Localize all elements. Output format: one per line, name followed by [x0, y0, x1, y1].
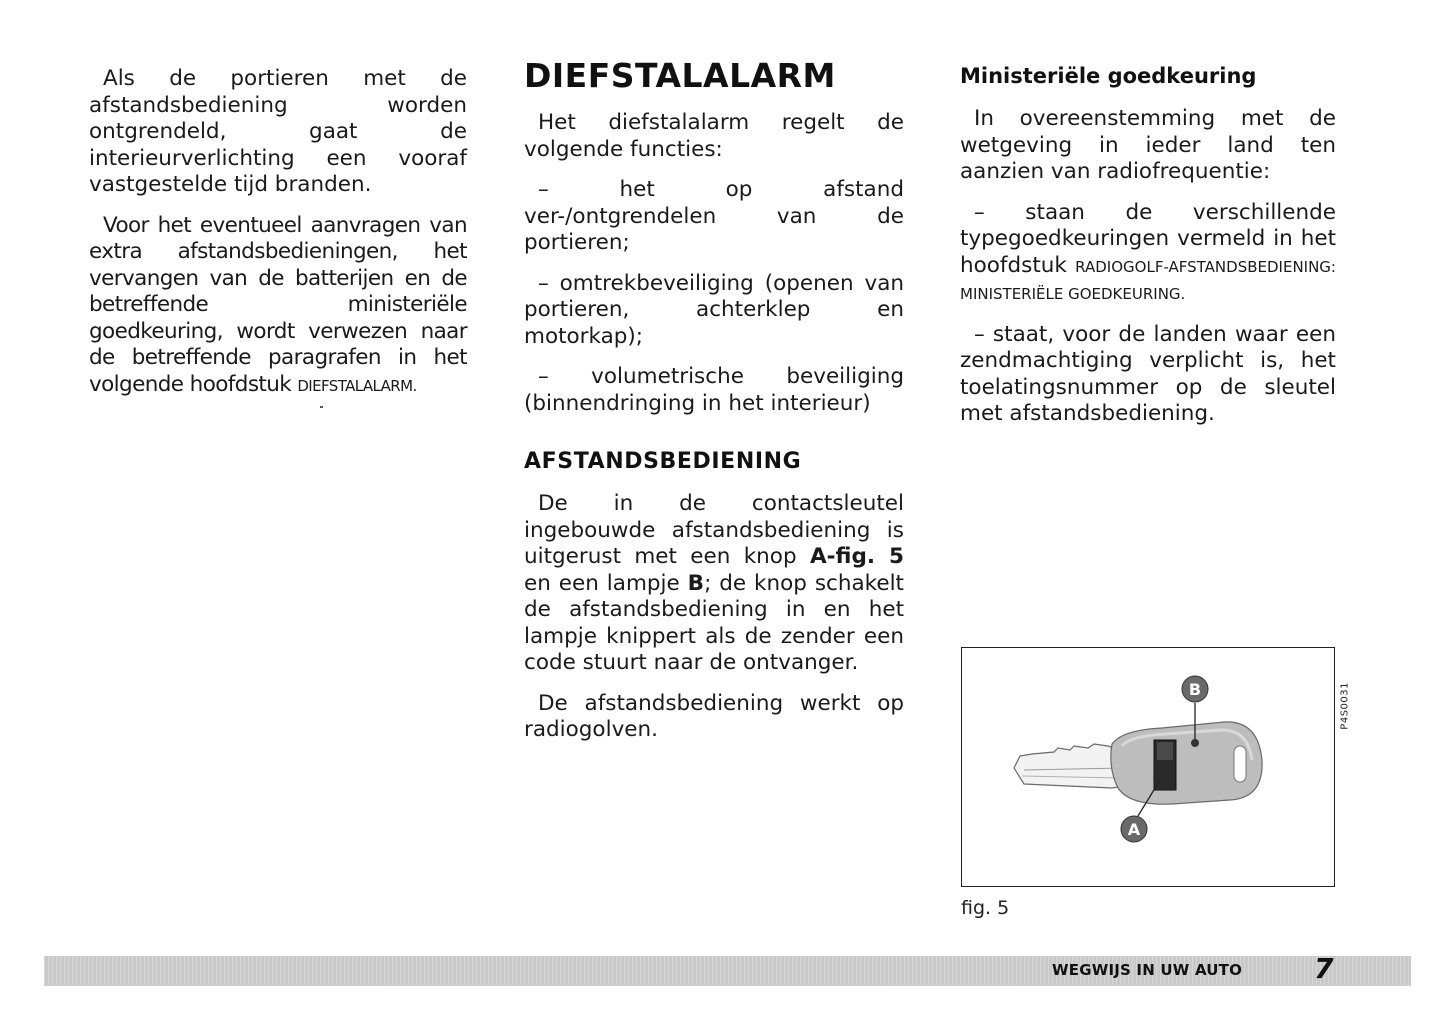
label-b: B	[1188, 680, 1202, 699]
callout-b	[1182, 676, 1208, 702]
lamp-reference: B	[687, 570, 705, 596]
key-illustration	[962, 648, 1334, 886]
remote-paragraph-1	[524, 491, 904, 677]
approval-item-1-text: – staan de verschillende typegoedkeuringen vermeld in het hoofdstuk	[960, 199, 1336, 278]
section-heading-alarm: DIEFSTALALARM	[524, 56, 836, 95]
key-head	[1111, 722, 1262, 804]
remote-text-c: ; de knop schakelt de afstandsbediening in en het lampje knippert als de zender een code stuurt naar de ontvanger.	[524, 570, 904, 675]
remote-paragraph-2: De afstandsbediening werkt op radiogolven.	[524, 690, 904, 742]
figure-caption: fig. 5	[961, 897, 1010, 919]
key-figure	[961, 647, 1351, 887]
remote-text-a: De in de contactsleutel ingebouwde afstandsbediening is uitgerust met een knop	[524, 491, 904, 569]
footer-section-title: WEGWIJS IN UW AUTO	[1052, 961, 1243, 979]
figure-code: P4S0031	[1340, 682, 1351, 730]
alarm-item-3: – volumetrische beveiliging (binnendringing in het interieur)	[524, 364, 904, 416]
alarm-item-1: – het op afstand ver-/ontgrendelen van de portieren;	[524, 177, 904, 255]
callout-a	[1121, 816, 1147, 842]
label-a: A	[1127, 820, 1141, 839]
approval-chapter-reference: RADIOGOLF-AFSTANDSBEDIENING: MINISTERIËLE GOEDKEURING.	[960, 257, 1336, 303]
key-blade	[1014, 744, 1124, 788]
subheading-approval: Ministeriële goedkeuring	[960, 64, 1257, 88]
remote-text-b: en een lampje	[524, 570, 688, 596]
approval-item-2: – staat, voor de landen waar een zendmachtiging verplicht is, het toelatingsnummer op de sleutel met afstandsbediening.	[960, 321, 1336, 426]
approval-item-1	[960, 200, 1336, 308]
alarm-item-2: – omtrekbeveiliging (openen van portieren, achterklep en motorkap);	[524, 270, 904, 349]
lamp-b-shape	[1191, 739, 1199, 747]
extra-remotes-paragraph	[89, 213, 467, 400]
subheading-remote: AFSTANDSBEDIENING	[524, 449, 802, 474]
interior-light-paragraph: Als de portieren met de afstandsbediening worden ontgrendeld, gaat de interieurverlichting een vooraf vastgestelde tijd branden.	[89, 66, 467, 197]
approval-intro: In overeenstemming met de wetgeving in ieder land ten aanzien van radiofrequentie:	[960, 106, 1336, 184]
button-a-highlight	[1157, 742, 1173, 760]
button-reference: A-fig. 5	[809, 544, 904, 569]
alarm-intro: Het diefstalalarm regelt de volgende functies:	[524, 110, 904, 162]
chapter-reference: DIEFSTALALARM.	[297, 376, 417, 395]
extra-remotes-text: Voor het eventueel aanvragen van extra afstandsbedieningen, het vervangen van de batterijen en de betreffende ministeriële goedkeuring, wordt verwezen naar de betreffende paragrafen in het volgende hoofdstuk	[89, 212, 467, 397]
page-number: 7	[1314, 952, 1334, 985]
stray-dot	[320, 406, 323, 408]
